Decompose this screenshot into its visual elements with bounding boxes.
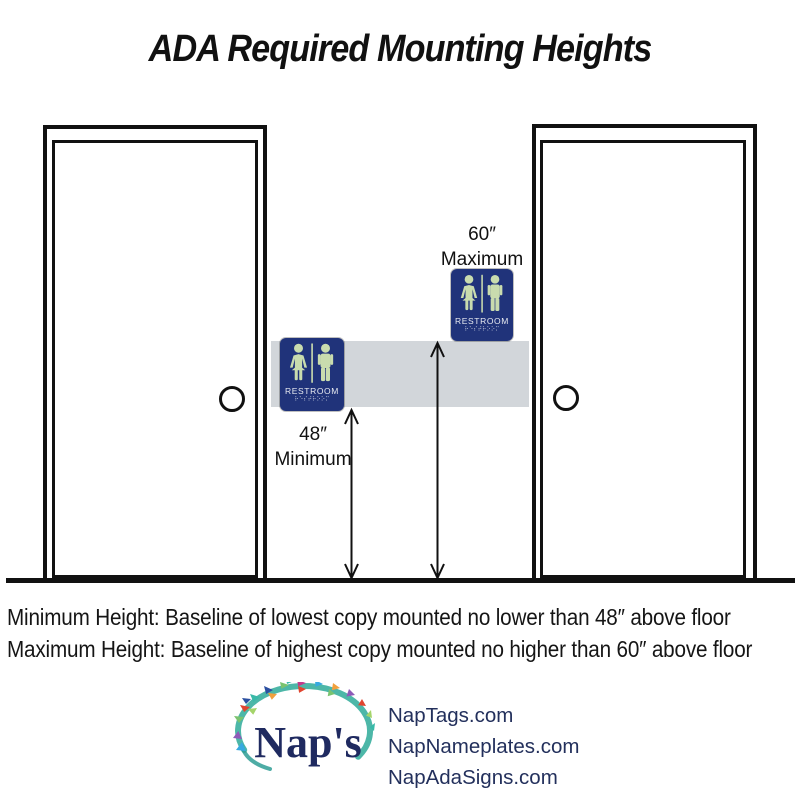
right-door-knob	[553, 385, 579, 411]
sign-label: RESTROOM	[455, 316, 509, 326]
min-height-value: 48″	[299, 424, 327, 445]
sign-label: RESTROOM	[285, 386, 339, 396]
restroom-pictogram-icon	[456, 274, 508, 315]
left-door-knob	[219, 386, 245, 412]
max-height-label	[427, 223, 537, 272]
restroom-sign-low	[280, 338, 344, 411]
max-height-word: Maximum	[440, 248, 524, 270]
site-url-list	[388, 700, 579, 793]
brand-name: Nap's	[254, 718, 362, 767]
restroom-pictogram-icon	[285, 343, 339, 385]
site-url: NapAdaSigns.com	[388, 766, 558, 789]
page-title: ADA Required Mounting Heights	[148, 28, 652, 71]
sign-braille-dots: ⠗⠑⠎⠞⠗⠕⠕⠍	[294, 395, 330, 403]
min-height-label	[258, 423, 368, 472]
left-door-panel	[52, 140, 258, 578]
site-url: NapNameplates.com	[388, 735, 580, 758]
site-url: NapTags.com	[388, 704, 514, 727]
min-height-word: Minimum	[274, 448, 352, 470]
sign-braille-dots: ⠗⠑⠎⠞⠗⠕⠕⠍	[464, 325, 500, 333]
minimum-height-note: Minimum Height: Baseline of lowest copy mounted no lower than 48″ above floor	[7, 604, 731, 630]
floor-line	[6, 578, 795, 583]
maximum-height-note: Maximum Height: Baseline of highest copy mounted no higher than 60″ above floor	[7, 636, 753, 662]
right-door-panel	[540, 140, 746, 578]
max-height-value: 60″	[468, 224, 496, 245]
restroom-sign-high	[451, 269, 513, 341]
